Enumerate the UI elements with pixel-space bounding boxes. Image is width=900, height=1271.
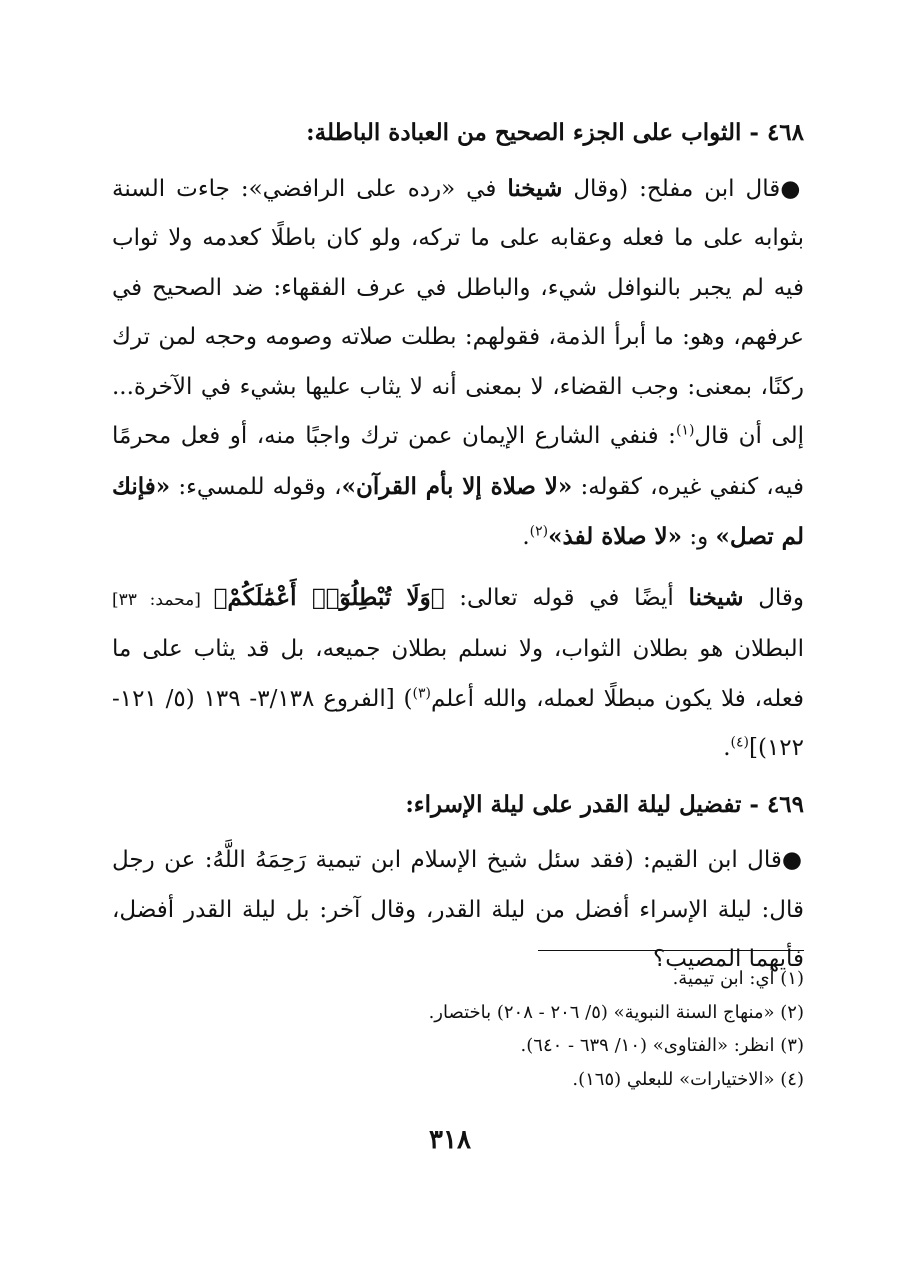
text-span: ) [الفروع ٣/١٣٨- ١٣٩ (٥/ ١٢١- ١٢٢)] [112, 685, 804, 761]
text-span: . [522, 524, 530, 550]
main-text [112, 108, 804, 985]
footnotes [112, 962, 804, 1096]
footnote-ref-3: (٣) [412, 684, 431, 701]
bullet-icon: ● [780, 174, 804, 202]
section-468-heading: ٤٦٨ - الثواب على الجزء الصحيح من العبادة الباطلة: [306, 119, 804, 146]
hadith-quote: «لا صلاة لفذ» [548, 523, 683, 550]
section-468-paragraph-1 [112, 164, 804, 563]
bold-text: شيخنا [507, 174, 563, 202]
footnote-4: (٤) «الاختيارات» للبعلي (١٦٥). [572, 1068, 804, 1090]
verse-reference: [محمد: ٣٣] [112, 589, 214, 610]
bullet-icon: ● [781, 846, 804, 873]
text-span: و: [682, 524, 716, 550]
footnote-ref-1: (١) [675, 422, 695, 439]
section-468-paragraph-2 [112, 573, 804, 774]
text-span: في «رده على الرافضي»: جاءت السنة بثوابه على ما فعله وعقابه على ما تركه، ولو كان باطلًا كعدمه ولا ثواب فيه لم يجبر بالنوافل شيء، والباطل في عرف الفقهاء: ضد الصحيح في عرفهم، وهو: ما أبرأ الذمة، فقولهم: بطلت صلاته وصومه وحجه لمن ترك ركنًا، بمعنى: وجب القضاء، لا بمعنى أنه لا يثاب عليها بشيء في الآخرة... إلى أن قال [112, 175, 804, 449]
text-span: البطلان هو بطلان الثواب، ولا نسلم بطلان جميعه، بل قد يثاب على ما فعله، فلا يكون مبطلًا لعمله، والله أعلم [112, 636, 805, 712]
footnote-divider [538, 950, 804, 951]
page-number: ٣١٨ [429, 1125, 471, 1155]
text-span: ، وقوله للمسيء: [170, 473, 342, 500]
text-span: : فنفي الشارع الإيمان عمن ترك واجبًا منه، أو فعل محرمًا فيه، كنفي غيره، كقوله: [112, 423, 804, 500]
footnote-ref-4: (٤) [730, 734, 749, 751]
text-span: قال ابن مفلح: (وقال [562, 175, 781, 202]
section-469-heading: ٤٦٩ - تفضيل ليلة القدر على ليلة الإسراء: [405, 790, 804, 818]
text-span: قال ابن القيم: (فقد سئل شيخ الإسلام ابن تيمية رَحِمَهُ اللَّهُ: عن رجل قال: ليلة الإسراء أفضل من ليلة القدر، وقال آخر: بل ليلة القدر أفضل، فأيهما المصيب؟ [112, 847, 804, 972]
quran-verse: ﴿وَلَا تُبْطِلُوٓا۟ أَعْمَٰلَكُمْ﴾ [213, 583, 445, 611]
footnote-3: (٣) انظر: «الفتاوى» (١٠/ ٦٣٩ - ٦٤٠). [520, 1035, 804, 1056]
text-span: وقال [743, 584, 805, 611]
text-span: . [723, 735, 731, 761]
hadith-quote: «لا صلاة إلا بأم القرآن» [341, 472, 573, 500]
hadith-quote: «فإنك لم تصل» [112, 472, 804, 550]
bold-text: شيخنا [688, 583, 744, 611]
text-span: أيضًا في قوله تعالى: [444, 584, 689, 611]
footnote-2: (٢) «منهاج السنة النبوية» (٥/ ٢٠٦ - ٢٠٨) باختصار. [428, 1001, 804, 1023]
footnote-ref-2: (٢) [529, 523, 549, 540]
footnote-1: (١) أي: ابن تيمية. [672, 968, 804, 989]
